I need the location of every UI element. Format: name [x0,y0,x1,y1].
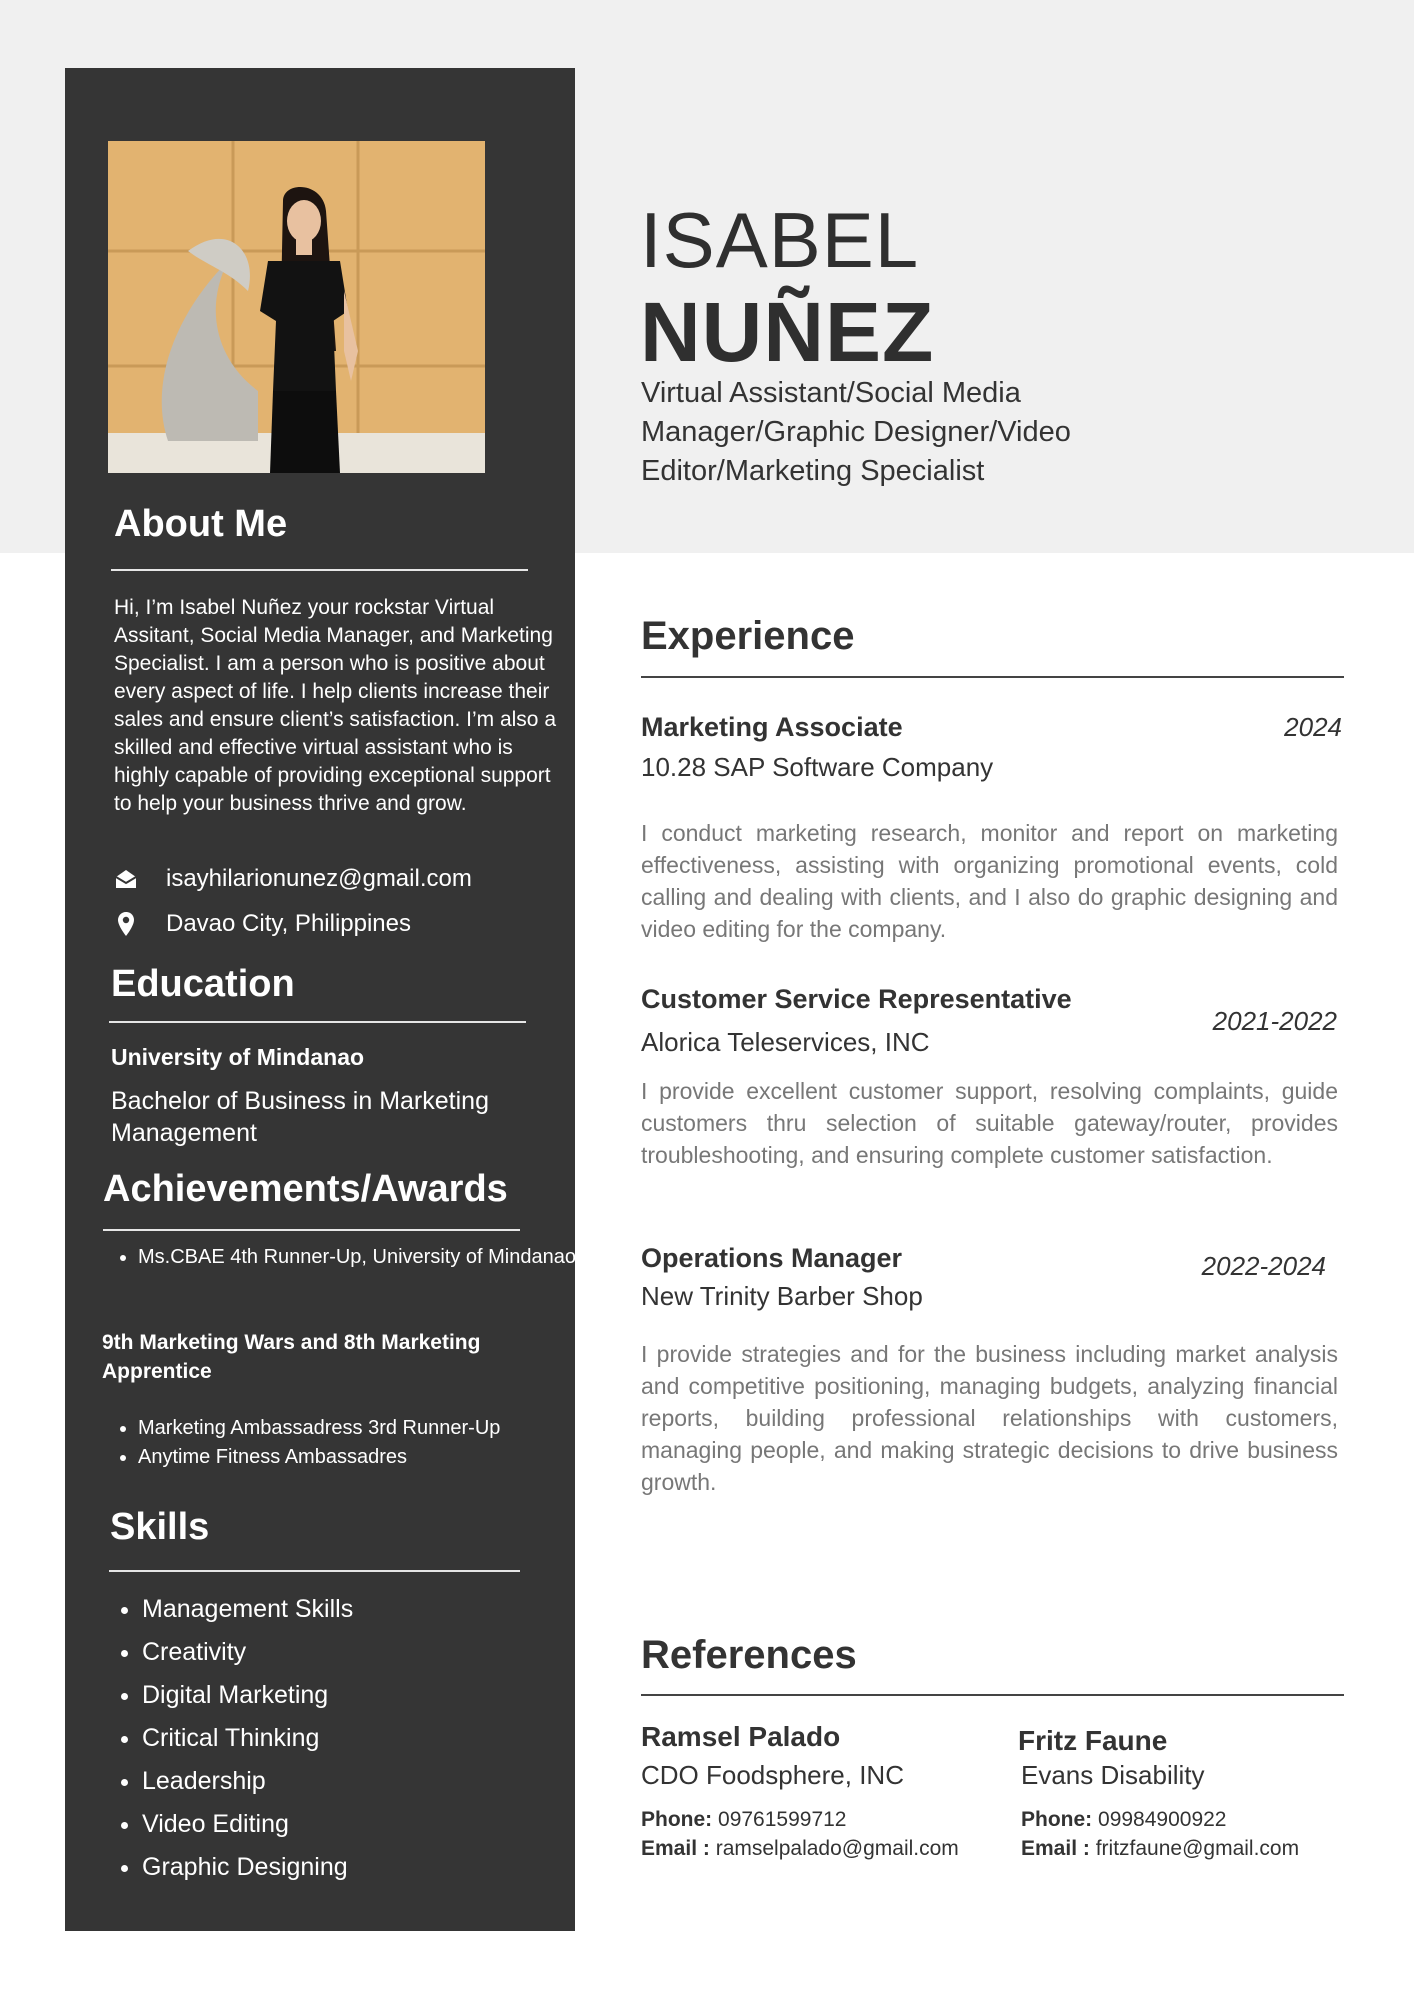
experience-description: I provide excellent customer support, resolving complaints, guide customers thru selection of suitable gateway/router, provides troubleshooting, and ensuring complete customer satisfaction. [641,1078,1338,1168]
experience-description: I conduct marketing research, monitor and report on marketing effectiveness, assisting with organizing promotional events, cold calling and dealing with clients, and I also do graphic designing and video editing for the company. [641,820,1338,942]
email-value[interactable]: ramselpalado@gmail.com [715,1837,959,1860]
email-text[interactable]: isayhilarionunez@gmail.com [166,865,472,892]
phone-label: Phone: [1021,1808,1093,1831]
reference-phone [641,1809,847,1830]
reference-company: CDO Foodsphere, INC [641,1760,904,1790]
reference-name: Fritz Faune [1018,1725,1168,1756]
about-heading: About Me [114,503,288,545]
last-name: NUÑEZ [640,285,935,379]
contact-email [112,865,472,893]
experience-years: 2021-2022 [1212,1006,1337,1036]
map-pin-icon [112,910,140,938]
experience-role: Customer Service Representative [641,984,1072,1014]
references-heading: References [641,1633,857,1677]
experience-years: 2022-2024 [1201,1251,1326,1281]
education-heading: Education [111,963,295,1005]
reference-phone [1021,1809,1227,1830]
skill-item: • Leadership [142,1760,353,1803]
experience-role: Operations Manager [641,1243,903,1273]
profile-photo [108,141,485,473]
skill-item: • Critical Thinking [142,1717,353,1760]
experience-role: Marketing Associate [641,712,903,742]
skill-item: • Creativity [142,1631,353,1674]
location-text: Davao City, Philippines [166,910,412,937]
reference-email [641,1838,959,1859]
achievements-list-top [112,1243,593,1272]
first-name: ISABEL [640,196,920,284]
phone-value[interactable]: 09761599712 [718,1808,847,1831]
about-body: Hi, I’m Isabel Nuñez your rockstar Virtual Assitant, Social Media Manager, and Marketing Specialist. I am a person who is positive about every aspect of life. I help clients increase their sales and ensure client’s satisfaction. I’m also a skilled and effective virtual assistant who is highly capable of providing exceptional support to help your business thrive and grow. [114,596,557,815]
education-degree: Bachelor of Business in Marketing Management [111,1087,489,1147]
experience-heading: Experience [641,614,855,658]
skill-item: • Management Skills [142,1588,353,1631]
email-value[interactable]: fritzfaune@gmail.com [1095,1837,1300,1860]
reference-company: Evans Disability [1021,1760,1205,1790]
references-divider [641,1694,1344,1696]
achievements-list-bottom [112,1414,593,1472]
about-divider [111,569,528,571]
email-label: Email : [641,1837,710,1860]
achievement-highlight: 9th Marketing Wars and 8th Marketing Apprentice [102,1331,481,1383]
skill-item: • Graphic Designing [142,1846,353,1889]
experience-divider [641,676,1344,678]
education-divider [109,1021,526,1023]
phone-value[interactable]: 09984900922 [1098,1808,1227,1831]
experience-company: 10.28 SAP Software Company [641,752,994,782]
reference-email [1021,1838,1299,1859]
experience-description: I provide strategies and for the business including market analysis and competitive positioning, managing budgets, analyzing financial reports, building professional relationships with customers, managing people, and making strategic decisions to drive business growth. [641,1341,1338,1495]
achievement-item: • Marketing Ambassadress 3rd Runner-Up [138,1414,593,1443]
education-school: University of Mindanao [111,1044,365,1070]
experience-company: Alorica Teleservices, INC [641,1027,930,1057]
skill-item: • Video Editing [142,1803,353,1846]
achievement-item: • Anytime Fitness Ambassadres [138,1443,593,1472]
achievements-divider [103,1229,520,1231]
contact-location [112,910,411,938]
envelope-open-icon [112,865,140,893]
skill-item: • Digital Marketing [142,1674,353,1717]
skills-divider [109,1570,520,1572]
achievement-item: • Ms.CBAE 4th Runner-Up, University of Mindanao [138,1243,593,1272]
experience-years: 2024 [1284,712,1342,742]
skills-list [116,1588,353,1889]
email-label: Email : [1021,1837,1090,1860]
phone-label: Phone: [641,1808,713,1831]
reference-name: Ramsel Palado [641,1721,841,1752]
job-title: Virtual Assistant/Social Media Manager/Graphic Designer/Video Editor/Marketing Specialist [641,377,1071,487]
skills-heading: Skills [110,1506,210,1548]
experience-company: New Trinity Barber Shop [641,1281,923,1311]
achievements-heading: Achievements/Awards [103,1168,508,1210]
